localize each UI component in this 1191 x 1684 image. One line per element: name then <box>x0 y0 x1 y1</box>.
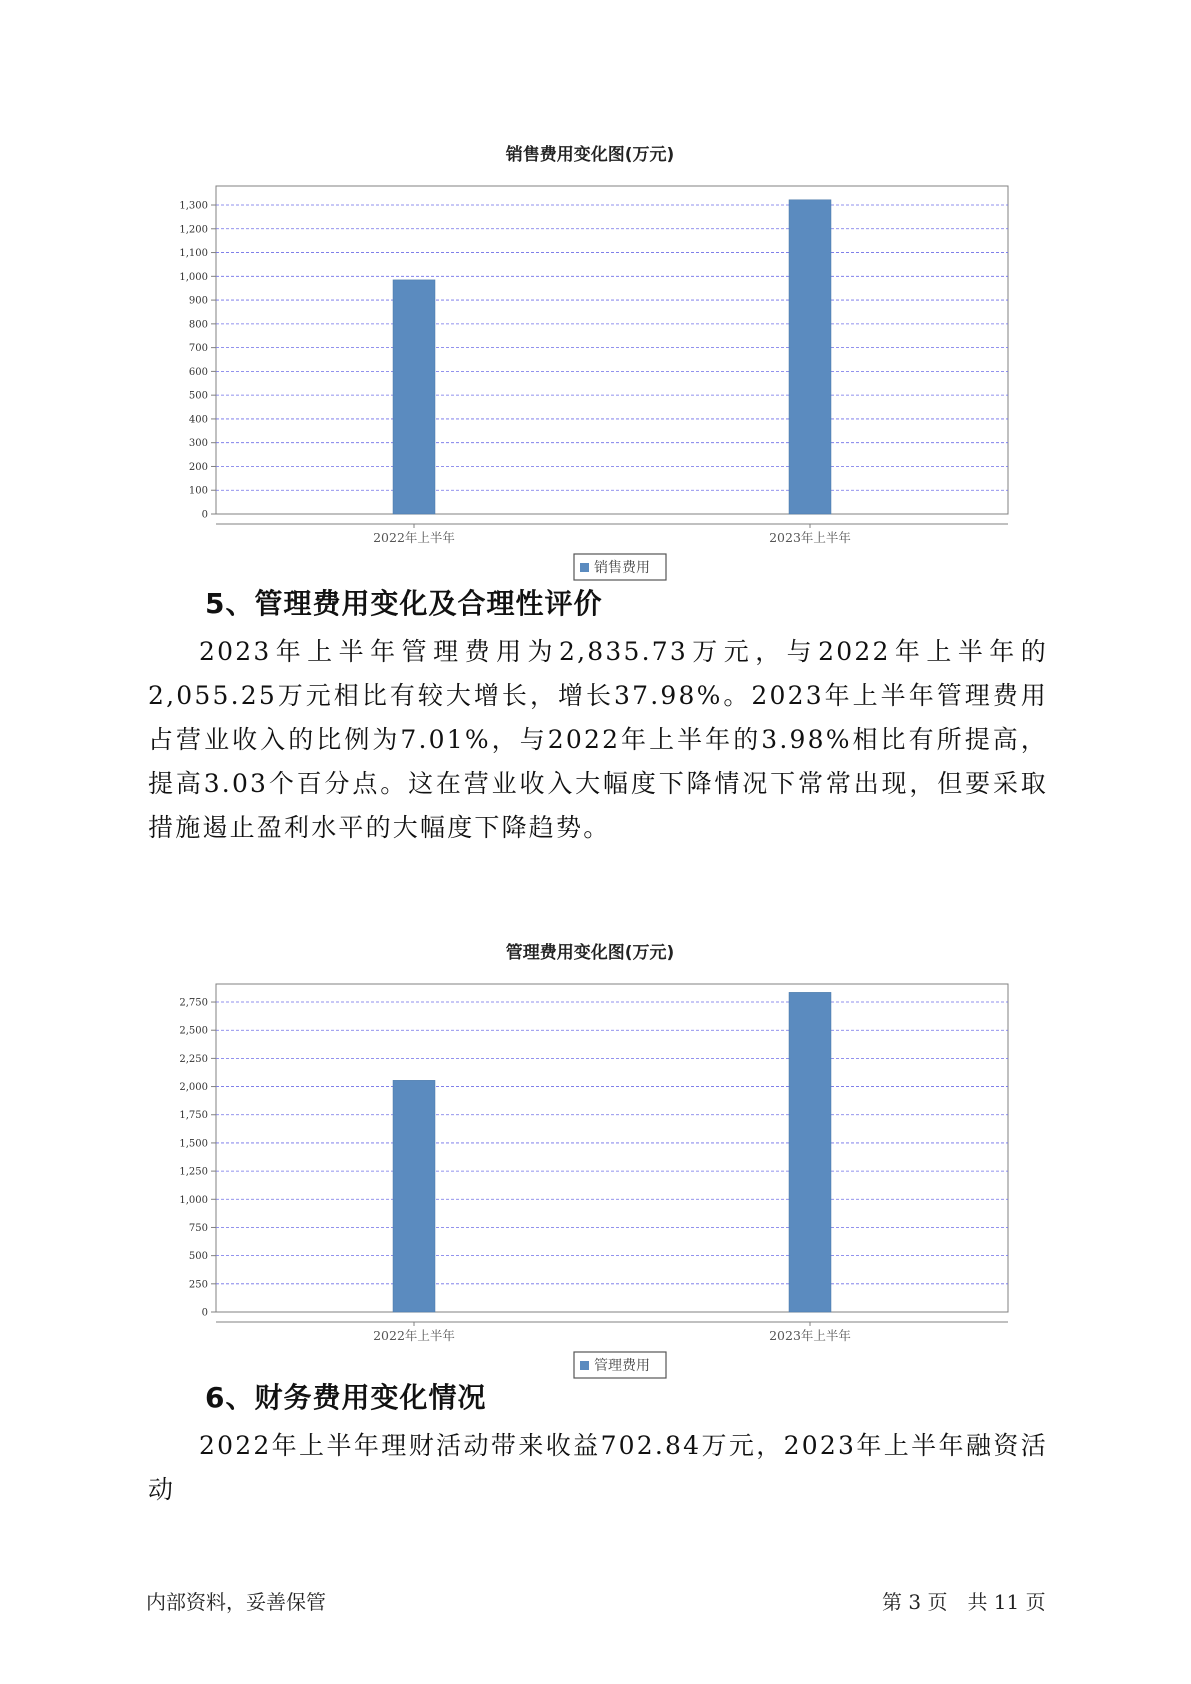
x-tick-label: 2022年上半年 <box>373 530 455 545</box>
y-tick-label: 0 <box>201 509 208 521</box>
chart-canvas <box>150 140 1030 576</box>
y-tick-label: 1,300 <box>179 200 208 212</box>
y-tick-label: 2,000 <box>179 1082 208 1094</box>
legend <box>574 1352 666 1378</box>
chart-title: 销售费用变化图(万元) <box>505 145 675 165</box>
y-tick-label: 750 <box>188 1222 208 1234</box>
plot-area <box>216 984 1008 1312</box>
chart-canvas <box>150 938 1030 1374</box>
bar <box>789 200 831 514</box>
legend-swatch <box>580 1361 589 1370</box>
y-tick-label: 1,200 <box>179 224 208 236</box>
y-tick-label: 1,250 <box>179 1166 208 1178</box>
plot-area <box>216 186 1008 514</box>
y-tick-label: 2,250 <box>179 1053 208 1065</box>
legend-swatch <box>580 563 589 572</box>
y-tick-label: 500 <box>188 1251 208 1263</box>
y-tick-label: 800 <box>188 319 208 331</box>
y-tick-label: 250 <box>188 1279 208 1291</box>
section-heading: 6、财务费用变化情况 <box>205 1381 487 1414</box>
bar <box>393 1080 435 1312</box>
y-tick-label: 0 <box>201 1307 208 1319</box>
y-tick-label: 200 <box>188 461 208 473</box>
section-paragraph: 2022年上半年理财活动带来收益702.84万元，2023年上半年融资活动 <box>148 1431 1048 1504</box>
y-tick-label: 300 <box>188 438 208 450</box>
y-tick-label: 1,100 <box>179 248 208 260</box>
section-paragraph: 2023年上半年管理费用为2,835.73万元，与2022年上半年的2,055.25万元相比有较大增长，增长37.98%。2023年上半年管理费用占营业收入的比例为7.01%，与2022年上半年的3.98%相比有所提高，提高3.03个百分点。这在营业收入大幅度下降情况下常常出现，但要采取措施遏止盈利水平的大幅度下降趋势。 <box>148 637 1048 842</box>
chart-title: 管理费用变化图(万元) <box>505 943 675 963</box>
y-tick-label: 500 <box>188 390 208 402</box>
y-tick-label: 1,000 <box>179 271 208 283</box>
legend <box>574 554 666 580</box>
y-tick-label: 900 <box>188 295 208 307</box>
sales-expense-chart <box>150 140 1030 576</box>
admin-expense-chart <box>150 938 1030 1374</box>
legend-label: 销售费用 <box>594 560 650 576</box>
y-tick-label: 400 <box>188 414 208 426</box>
y-tick-label: 100 <box>188 485 208 497</box>
x-tick-label: 2023年上半年 <box>769 530 851 545</box>
y-tick-label: 1,750 <box>179 1110 208 1122</box>
x-tick-label: 2022年上半年 <box>373 1328 455 1343</box>
section-heading: 5、管理费用变化及合理性评价 <box>205 587 603 620</box>
x-tick-label: 2023年上半年 <box>769 1328 851 1343</box>
legend-label: 管理费用 <box>594 1358 650 1374</box>
y-tick-label: 1,000 <box>179 1194 208 1206</box>
y-tick-label: 2,750 <box>179 997 208 1009</box>
y-tick-label: 600 <box>188 366 208 378</box>
footer-left: 内部资料，妥善保管 <box>146 1590 326 1614</box>
footer-page-number: 第 3 页 共 11 页 <box>882 1590 1046 1614</box>
bar <box>789 992 831 1312</box>
y-tick-label: 1,500 <box>179 1138 208 1150</box>
y-tick-label: 2,500 <box>179 1025 208 1037</box>
bar <box>393 280 435 514</box>
y-tick-label: 700 <box>188 343 208 355</box>
